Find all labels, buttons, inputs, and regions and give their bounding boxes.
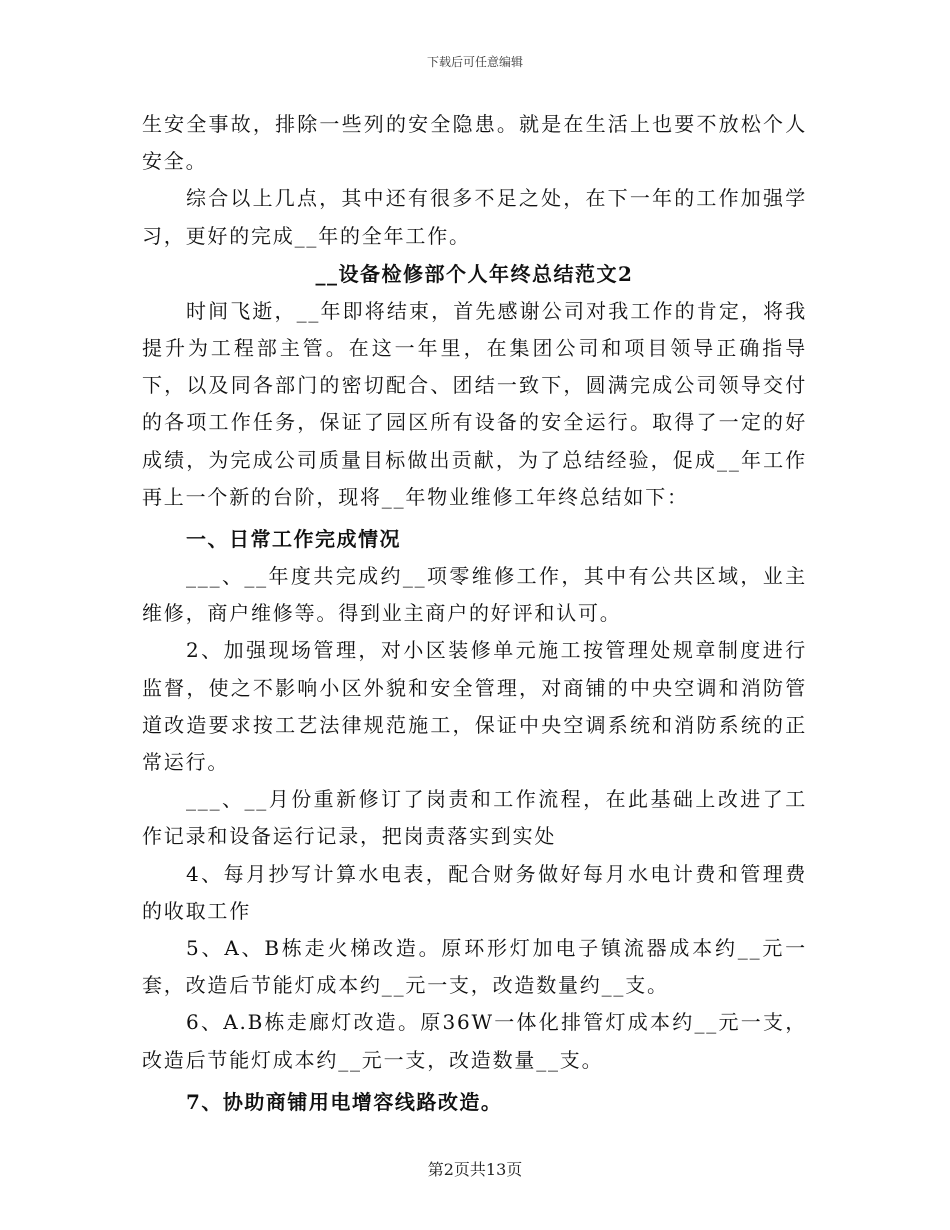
heading-daily-work: 一、日常工作完成情况	[186, 527, 401, 552]
paragraph-safety: 生安全事故，排除一些列的安全隐患。就是在生活上也要不放松个人安全。	[142, 112, 807, 174]
list-item: ___、__月份重新修订了岗责和工作流程，在此基础上改进了工作记录和设备运行记录，把岗责落实到实处	[142, 787, 807, 849]
header-note: 下载后可任意编辑	[426, 55, 523, 69]
document-body	[142, 106, 807, 1121]
heading-item-7: 7、协助商铺用电增容线路改造。	[186, 1089, 503, 1114]
list-item: ___、__年度共完成约__项零维修工作，其中有公共区域，业主维修，商户维修等。得到业主商户的好评和认可。	[142, 564, 807, 626]
list-item: 5、A、B栋走火梯改造。原环形灯加电子镇流器成本约__元一套，改造后节能灯成本约__元一支，改造数量约__支。	[142, 936, 807, 998]
list-item: 4、每月抄写计算水电表，配合财务做好每月水电计费和管理费的收取工作	[142, 861, 807, 923]
list-item: 2、加强现场管理，对小区装修单元施工按管理处规章制度进行监督，使之不影响小区外貌和安全管理，对商铺的中央空调和消防管道改造要求按工艺法律规范施工，保证中央空调系统和消防系统的正常运行。	[142, 638, 807, 775]
section-title: __设备检修部个人年终总结范文2	[315, 261, 634, 286]
paragraph-intro: 时间飞逝，__年即将结束，首先感谢公司对我工作的肯定，将我提升为工程部主管。在这一年里，在集团公司和项目领导正确指导下，以及同各部门的密切配合、团结一致下，圆满完成公司领导交付的各项工作任务，保证了园区所有设备的安全运行。取得了一定的好成绩，为完成公司质量目标做出贡献，为了总结经验，促成__年工作再上一个新的台阶，现将__年物业维修工年终总结如下：	[142, 298, 807, 509]
list-item: 6、A.B栋走廊灯改造。原36W一体化排管灯成本约__元一支，改造后节能灯成本约__元一支，改造数量__支。	[142, 1010, 807, 1072]
page-number: 第2页共13页	[427, 1160, 523, 1179]
paragraph-summary: 综合以上几点，其中还有很多不足之处，在下一年的工作加强学习，更好的完成__年的全年工作。	[142, 186, 807, 248]
